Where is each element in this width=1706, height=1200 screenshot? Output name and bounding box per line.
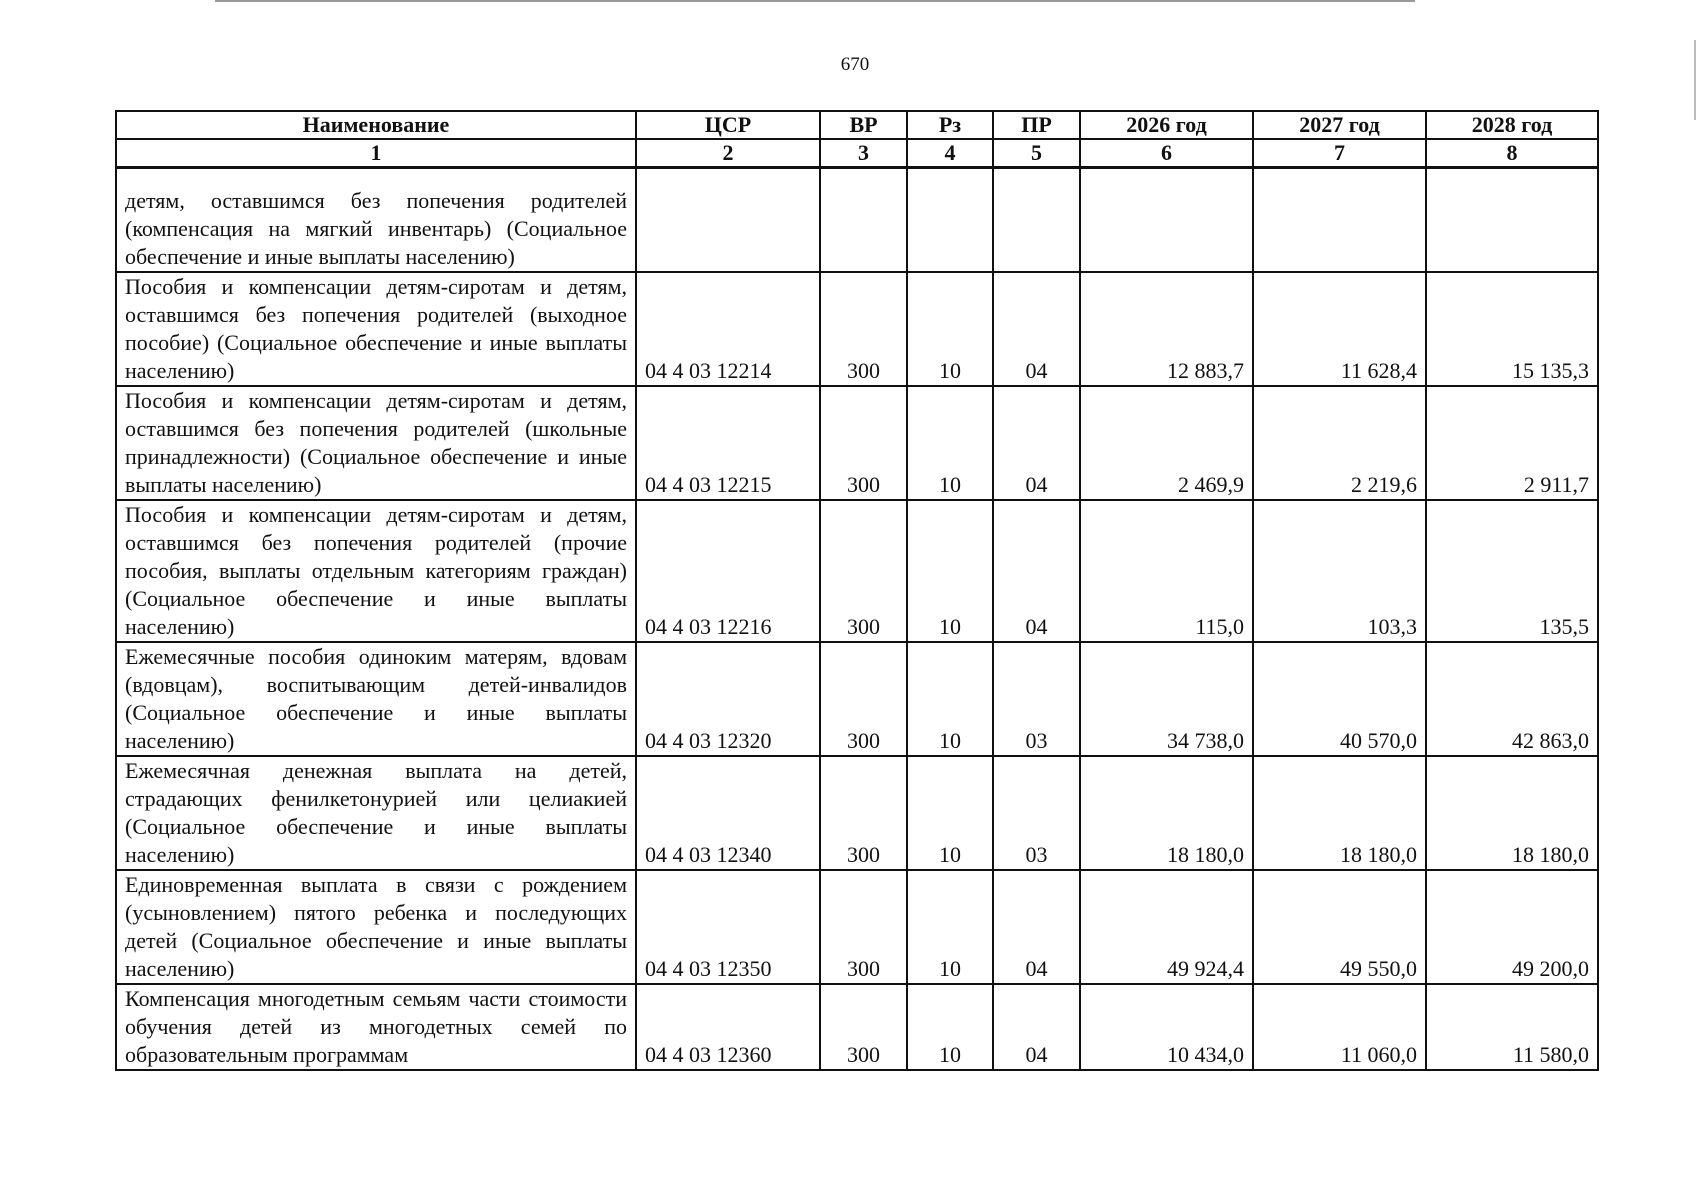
row-vr-code: 300 — [820, 386, 907, 500]
row-amount-2026: 49 924,4 — [1080, 870, 1253, 984]
row-amount-2028: 15 135,3 — [1426, 272, 1598, 386]
column-number: 6 — [1080, 139, 1253, 168]
row-vr-code: 300 — [820, 642, 907, 756]
row-amount-2027: 11 060,0 — [1253, 984, 1426, 1070]
row-pr-code: 03 — [993, 756, 1080, 870]
row-name: Ежемесячная денежная выплата на детей, страдающих фенилкетонурией или целиакией (Социальное обеспечение и иные выплаты населению) — [116, 756, 636, 870]
row-vr-code — [820, 168, 907, 272]
row-vr-code: 300 — [820, 756, 907, 870]
row-amount-2026: 10 434,0 — [1080, 984, 1253, 1070]
row-amount-2026: 34 738,0 — [1080, 642, 1253, 756]
column-number: 8 — [1426, 139, 1598, 168]
row-rz-code: 10 — [907, 386, 993, 500]
table-row — [116, 272, 1598, 386]
row-rz-code — [907, 168, 993, 272]
scan-margin-mark — [1694, 40, 1696, 120]
row-vr-code: 300 — [820, 984, 907, 1070]
row-vr-code: 300 — [820, 272, 907, 386]
row-amount-2027: 2 219,6 — [1253, 386, 1426, 500]
row-name: Пособия и компенсации детям-сиротам и детям, оставшимся без попечения родителей (школьные принадлежности) (Социальное обеспечение и иные выплаты населению) — [116, 386, 636, 500]
row-rz-code: 10 — [907, 756, 993, 870]
header-2026: 2026 год — [1080, 111, 1253, 139]
row-amount-2026: 2 469,9 — [1080, 386, 1253, 500]
row-amount-2028: 42 863,0 — [1426, 642, 1598, 756]
header-csr: ЦСР — [636, 111, 820, 139]
row-name: Единовременная выплата в связи с рождением (усыновлением) пятого ребенка и последующих детей (Социальное обеспечение и иные выплаты населению) — [116, 870, 636, 984]
row-amount-2028: 2 911,7 — [1426, 386, 1598, 500]
row-pr-code — [993, 168, 1080, 272]
row-amount-2027 — [1253, 168, 1426, 272]
column-number: 1 — [116, 139, 636, 168]
column-number: 4 — [907, 139, 993, 168]
row-csr-code: 04 4 03 12340 — [636, 756, 820, 870]
header-name: Наименование — [116, 111, 636, 139]
header-2028: 2028 год — [1426, 111, 1598, 139]
table-row — [116, 386, 1598, 500]
row-amount-2027: 49 550,0 — [1253, 870, 1426, 984]
row-amount-2028: 18 180,0 — [1426, 756, 1598, 870]
row-rz-code: 10 — [907, 984, 993, 1070]
row-amount-2027: 103,3 — [1253, 500, 1426, 642]
row-amount-2026: 115,0 — [1080, 500, 1253, 642]
page-number: 670 — [840, 54, 870, 75]
row-pr-code: 04 — [993, 272, 1080, 386]
scan-top-edge — [215, 0, 1415, 2]
row-amount-2028: 11 580,0 — [1426, 984, 1598, 1070]
row-pr-code: 04 — [993, 386, 1080, 500]
row-name: Пособия и компенсации детям-сиротам и детям, оставшимся без попечения родителей (выходное пособие) (Социальное обеспечение и иные выплаты населению) — [116, 272, 636, 386]
column-number-row — [116, 139, 1598, 168]
header-rz: Рз — [907, 111, 993, 139]
row-name: детям, оставшимся без попечения родителей (компенсация на мягкий инвентарь) (Социальное обеспечение и иные выплаты населению) — [116, 168, 636, 272]
header-2027: 2027 год — [1253, 111, 1426, 139]
row-amount-2026: 18 180,0 — [1080, 756, 1253, 870]
row-rz-code: 10 — [907, 642, 993, 756]
header-pr: ПР — [993, 111, 1080, 139]
row-name: Ежемесячные пособия одиноким матерям, вдовам (вдовцам), воспитывающим детей-инвалидов (Социальное обеспечение и иные выплаты населению) — [116, 642, 636, 756]
row-csr-code: 04 4 03 12215 — [636, 386, 820, 500]
column-number: 7 — [1253, 139, 1426, 168]
table-row — [116, 500, 1598, 642]
column-number: 3 — [820, 139, 907, 168]
row-rz-code: 10 — [907, 272, 993, 386]
row-vr-code: 300 — [820, 500, 907, 642]
row-amount-2026 — [1080, 168, 1253, 272]
row-csr-code: 04 4 03 12214 — [636, 272, 820, 386]
budget-table — [115, 110, 1599, 1071]
row-rz-code: 10 — [907, 870, 993, 984]
row-amount-2027: 40 570,0 — [1253, 642, 1426, 756]
row-amount-2026: 12 883,7 — [1080, 272, 1253, 386]
table-row — [116, 756, 1598, 870]
header-row — [116, 111, 1598, 139]
row-pr-code: 04 — [993, 870, 1080, 984]
column-number: 5 — [993, 139, 1080, 168]
row-amount-2028: 49 200,0 — [1426, 870, 1598, 984]
row-amount-2028: 135,5 — [1426, 500, 1598, 642]
row-amount-2028 — [1426, 168, 1598, 272]
row-rz-code: 10 — [907, 500, 993, 642]
row-csr-code: 04 4 03 12216 — [636, 500, 820, 642]
row-csr-code: 04 4 03 12360 — [636, 984, 820, 1070]
table-row — [116, 168, 1598, 272]
row-amount-2027: 11 628,4 — [1253, 272, 1426, 386]
row-csr-code: 04 4 03 12350 — [636, 870, 820, 984]
row-csr-code — [636, 168, 820, 272]
row-name: Компенсация многодетным семьям части стоимости обучения детей из многодетных семей по образовательным программам — [116, 984, 636, 1070]
row-pr-code: 03 — [993, 642, 1080, 756]
table-row — [116, 984, 1598, 1070]
table-body — [116, 168, 1598, 1070]
header-vr: ВР — [820, 111, 907, 139]
row-pr-code: 04 — [993, 500, 1080, 642]
row-name: Пособия и компенсации детям-сиротам и детям, оставшимся без попечения родителей (прочие пособия, выплаты отдельным категориям граждан) (Социальное обеспечение и иные выплаты населению) — [116, 500, 636, 642]
row-csr-code: 04 4 03 12320 — [636, 642, 820, 756]
column-number: 2 — [636, 139, 820, 168]
table-row — [116, 642, 1598, 756]
row-pr-code: 04 — [993, 984, 1080, 1070]
table-row — [116, 870, 1598, 984]
row-amount-2027: 18 180,0 — [1253, 756, 1426, 870]
row-vr-code: 300 — [820, 870, 907, 984]
